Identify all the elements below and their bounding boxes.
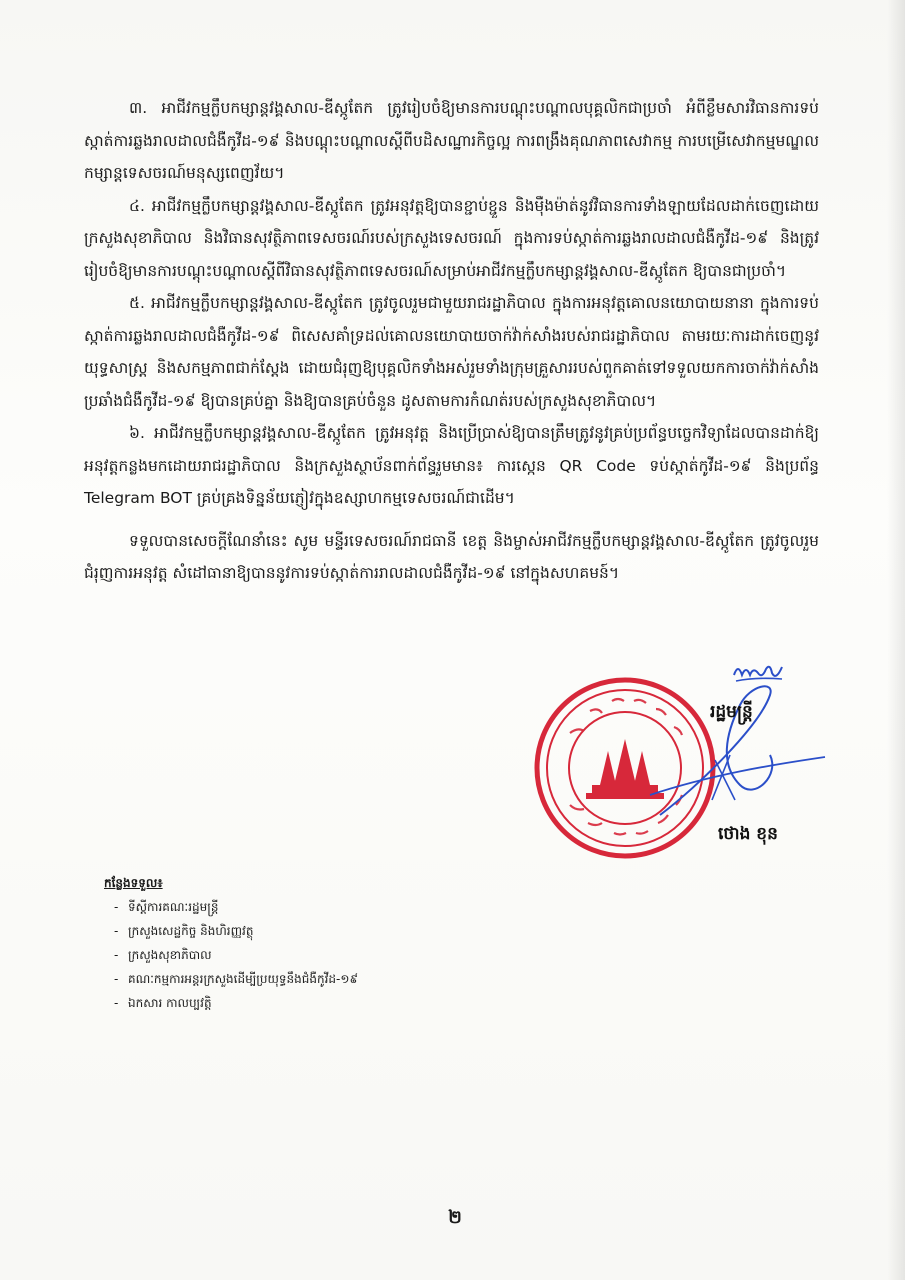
paragraph-6: ៦. អាជីវកម្មក្លឹបកម្សាន្តវង្គសាល-ឌីស្កូតែក ត្រូវអនុវត្ត និងប្រើប្រាស់ឱ្យបានត្រឹមត្រូវនូវគ្រប់ប្រព័ន្ធបច្ចេកវិទ្យាដែលបានដាក់ឱ្យអនុវត្តកន្លងមកដោយរាជរដ្ឋាភិបាល និងក្រសួងស្ថាប័នពាក់ព័ន្ធរួមមាន៖ ការស្កេន QR Code ទប់ស្កាត់កូវីដ-១៩ និងប្រព័ន្ធ Telegram BOT គ្រប់គ្រងទិន្នន័យភ្ញៀវក្នុងឧស្សាហកម្មទេសចរណ៍ជាដើម។ — [84, 424, 819, 507]
recipients-list — [104, 873, 464, 1017]
paragraph-5: ៥. អាជីវកម្មក្លឹបកម្សាន្តវង្គសាល-ឌីស្កូតែក ត្រូវចូលរួមជាមួយរាជរដ្ឋាភិបាល ក្នុងការអនុវត្តគោលនយោបាយនានា ក្នុងការទប់ស្កាត់ការឆ្លងរាលដាលជំងឺកូវីដ-១៩ ពិសេសគាំទ្រដល់គោលនយោបាយចាក់វ៉ាក់សាំងរបស់រាជរដ្ឋាភិបាល តាមរយៈការដាក់ចេញនូវយុទ្ធសាស្ត្រ និងសកម្មភាពជាក់ស្តែង ដោយជំរុញឱ្យបុគ្គលិកទាំងអស់រួមទាំងក្រុមគ្រួសាររបស់ពួកគាត់ទៅទទួលយកការចាក់វ៉ាក់សាំងប្រឆាំងជំងឺកូវីដ-១៩ ឱ្យបានគ្រប់គ្នា និងឱ្យបានគ្រប់ចំនួន ដូសតាមការកំណត់របស់ក្រសួងសុខាភិបាល។ — [84, 294, 819, 410]
recipient-item: - ក្រសួងសេដ្ឋកិច្ច និងហិរញ្ញវត្ថុ — [114, 921, 464, 941]
minister-title: រដ្ឋមន្ត្រី — [710, 702, 753, 722]
document-body — [84, 92, 819, 590]
paragraph-3: ៣. អាជីវកម្មក្លឹបកម្សាន្តវង្គសាល-ឌីស្កូតែក ត្រូវរៀបចំឱ្យមានការបណ្តុះបណ្តាលបុគ្គលិកជាប្រចាំ អំពីខ្លឹមសារវិធានការទប់ស្កាត់ការឆ្លងរាលដាលជំងឺកូវីដ-១៩ និងបណ្តុះបណ្តាលស្តីពីបដិសណ្ឋារកិច្ចល្អ ការពង្រឹងគុណភាពសេវាកម្ម ការបម្រើសេវាកម្មមណ្ឌលកម្សាន្តទេសចរណ៍មនុស្សពេញវ័យ។ — [84, 99, 819, 182]
recipient-item: - គណៈកម្មការអន្តរក្រសួងដើម្បីប្រយុទ្ធនឹងជំងឺកូវីដ-១៩ — [114, 969, 464, 989]
minister-name: ថោង ខុន — [718, 824, 778, 844]
recipient-item: - ក្រសួងសុខាភិបាល — [114, 945, 464, 965]
recipients-heading: កន្លែងទទួល៖ — [104, 876, 163, 890]
closing-paragraph: ទទួលបានសេចក្តីណែនាំនេះ សូម មន្ទីរទេសចរណ៍រាជធានី ខេត្ត និងម្ចាស់អាជីវកម្មក្លឹបកម្សាន្តវង្គសាល-ឌីស្កូតែក ត្រូវចូលរួមជំរុញការអនុវត្ត សំដៅធានាឱ្យបាននូវការទប់ស្កាត់ការរាលដាលជំងឺកូវីដ-១៩ នៅក្នុងសហគមន៍។ — [84, 531, 819, 582]
recipient-item: - ឯកសារ កាលប្បវត្តិ — [114, 993, 464, 1013]
page-edge-shadow — [887, 0, 905, 1280]
paragraph-4: ៤. អាជីវកម្មក្លឹបកម្សាន្តវង្គសាល-ឌីស្កូតែក ត្រូវអនុវត្តឱ្យបានខ្ជាប់ខ្ជួន និងម៉ឺងម៉ាត់នូវវិធានការទាំងឡាយដែលដាក់ចេញដោយក្រសួងសុខាភិបាល និងវិធានសុវត្ថិភាពទេសចរណ៍របស់ក្រសួងទេសចរណ៍ ក្នុងការទប់ស្កាត់ការឆ្លងរាលដាលជំងឺកូវីដ-១៩ និងត្រូវរៀបចំឱ្យមានការបណ្តុះបណ្តាលស្តីពីវិធានសុវត្ថិភាពទេសចរណ៍សម្រាប់អាជីវកម្មក្លឹបកម្សាន្តវង្គសាល-ឌីស្កូតែក ឱ្យបានជាប្រចាំ។ — [84, 196, 819, 280]
page-number: ២ — [448, 1207, 462, 1228]
handwritten-signature-icon — [620, 665, 830, 835]
signature-block — [530, 655, 830, 885]
recipient-item: - ទីស្តីការគណៈរដ្ឋមន្ត្រី — [114, 897, 464, 917]
